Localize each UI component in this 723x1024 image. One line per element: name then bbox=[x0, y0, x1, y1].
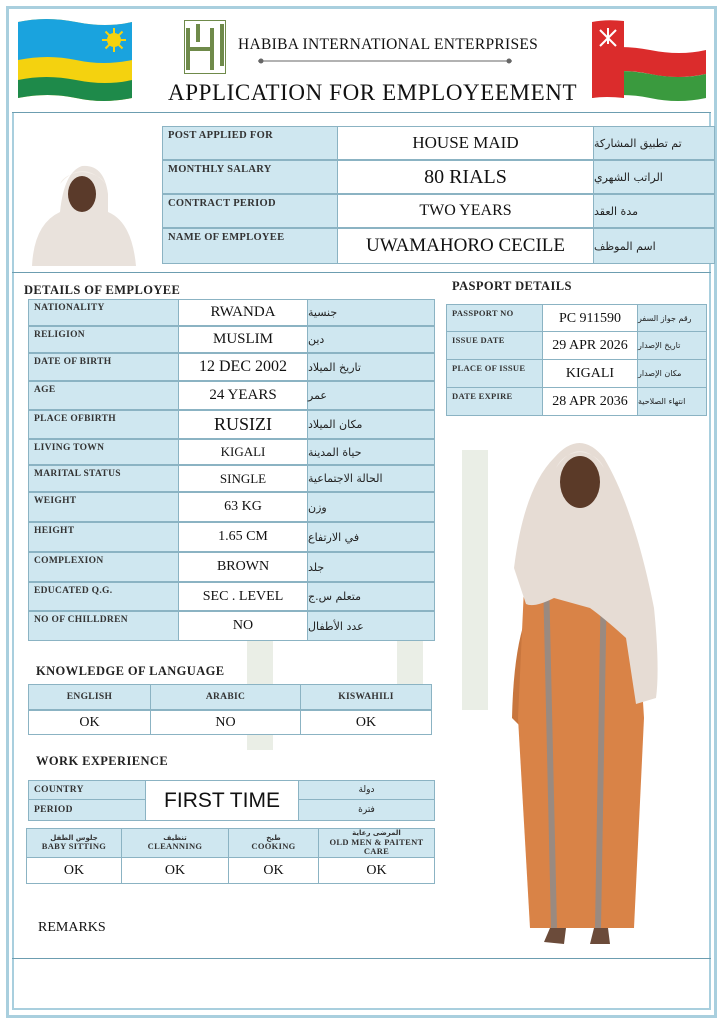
detail-label: NO OF CHILLDREN bbox=[28, 611, 179, 641]
detail-label: AGE bbox=[28, 381, 179, 410]
summary-arabic: مدة العقد bbox=[593, 194, 715, 228]
language-value: OK bbox=[28, 710, 151, 735]
detail-arabic: جنسية bbox=[307, 299, 435, 326]
summary-arabic: الراتب الشهري bbox=[593, 160, 715, 194]
skill-header bbox=[228, 828, 319, 858]
language-title: KNOWLEDGE OF LANGUAGE bbox=[36, 664, 225, 678]
language-value: OK bbox=[300, 710, 432, 735]
summary-value: 80 RIALS bbox=[337, 160, 594, 194]
passport-label: DATE EXPIRE bbox=[446, 387, 543, 416]
work-period-arabic: فترة bbox=[298, 799, 435, 821]
language-header: KISWAHILI bbox=[300, 684, 432, 710]
detail-arabic: حياة المدينة bbox=[307, 439, 435, 465]
passport-arabic: تاريخ الإصدار bbox=[637, 331, 707, 360]
passport-arabic: مكان الإصدار bbox=[637, 359, 707, 388]
passport-value: KIGALI bbox=[542, 359, 638, 388]
company-name: HABIBA INTERNATIONAL ENTERPRISES bbox=[238, 36, 539, 53]
detail-arabic: دين bbox=[307, 326, 435, 353]
employee-photo-full bbox=[494, 428, 666, 948]
summary-arabic: تم تطبيق المشاركة bbox=[593, 126, 715, 160]
work-country-arabic: دولة bbox=[298, 780, 435, 800]
detail-arabic: مكان الميلاد bbox=[307, 410, 435, 439]
summary-label: POST APPLIED FOR bbox=[162, 126, 338, 160]
passport-title: PASPORT DETAILS bbox=[452, 279, 572, 293]
detail-value: 63 KG bbox=[178, 492, 308, 522]
detail-value: SINGLE bbox=[178, 465, 308, 492]
skill-value: OK bbox=[26, 857, 122, 884]
company-underline bbox=[258, 58, 512, 64]
work-country-label: COUNTRY bbox=[28, 780, 146, 800]
detail-label: NATIONALITY bbox=[28, 299, 179, 326]
detail-arabic: متعلم س.ج bbox=[307, 582, 435, 611]
detail-value: 24 YEARS bbox=[178, 381, 308, 410]
page-title: APPLICATION FOR EMPLOYEEMENT bbox=[168, 80, 578, 105]
skill-value: OK bbox=[121, 857, 229, 884]
detail-value: 12 DEC 2002 bbox=[178, 353, 308, 381]
detail-arabic: عمر bbox=[307, 381, 435, 410]
skill-label: BABY SITTING bbox=[41, 841, 107, 852]
summary-divider bbox=[12, 272, 711, 273]
title-divider bbox=[12, 112, 711, 113]
summary-value: TWO YEARS bbox=[337, 194, 594, 228]
summary-label: MONTHLY SALARY bbox=[162, 160, 338, 194]
detail-label: EDUCATED Q.G. bbox=[28, 582, 179, 611]
skill-label: COOKING bbox=[251, 841, 296, 852]
detail-value: RWANDA bbox=[178, 299, 308, 326]
employee-portrait-small bbox=[24, 154, 142, 266]
passport-value: 29 APR 2026 bbox=[542, 331, 638, 360]
passport-value: PC 911590 bbox=[542, 304, 638, 333]
detail-label: COMPLEXION bbox=[28, 552, 179, 582]
detail-arabic: في الارتفاع bbox=[307, 522, 435, 552]
passport-arabic: انتهاء الصلاحية bbox=[637, 387, 707, 416]
skill-arabic: طبخ bbox=[266, 833, 281, 842]
detail-label: LIVING TOWN bbox=[28, 439, 179, 465]
skill-value: OK bbox=[318, 857, 435, 884]
remarks-divider bbox=[12, 958, 711, 959]
passport-label: ISSUE DATE bbox=[446, 331, 543, 360]
detail-value: RUSIZI bbox=[178, 410, 308, 439]
remarks-label: REMARKS bbox=[38, 920, 106, 935]
passport-label: PASSPORT NO bbox=[446, 304, 543, 333]
skill-value: OK bbox=[228, 857, 319, 884]
skill-label: OLD MEN & PAITENT CARE bbox=[329, 836, 424, 856]
details-title: DETAILS OF EMPLOYEE bbox=[24, 283, 181, 297]
detail-value: KIGALI bbox=[178, 439, 308, 465]
skill-header bbox=[121, 828, 229, 858]
detail-value: MUSLIM bbox=[178, 326, 308, 353]
detail-label: DATE OF BIRTH bbox=[28, 353, 179, 381]
detail-value: SEC . LEVEL bbox=[178, 582, 308, 611]
skill-label: CLEANNING bbox=[147, 841, 203, 852]
passport-value: 28 APR 2036 bbox=[542, 387, 638, 416]
skill-arabic: جلوس الطفل bbox=[50, 833, 98, 842]
passport-label: PLACE OF ISSUE bbox=[446, 359, 543, 388]
passport-arabic: رقم جواز السفر bbox=[637, 304, 707, 333]
skill-arabic: تنظيف bbox=[163, 833, 187, 842]
skill-header bbox=[26, 828, 122, 858]
detail-label: MARITAL STATUS bbox=[28, 465, 179, 492]
work-experience-value: FIRST TIME bbox=[145, 780, 299, 821]
work-period-label: PERIOD bbox=[28, 799, 146, 821]
summary-value: HOUSE MAID bbox=[337, 126, 594, 160]
skill-header bbox=[318, 828, 435, 858]
language-value: NO bbox=[150, 710, 301, 735]
detail-label: PLACE OFBIRTH bbox=[28, 410, 179, 439]
summary-label: CONTRACT PERIOD bbox=[162, 194, 338, 228]
detail-arabic: وزن bbox=[307, 492, 435, 522]
language-header: ENGLISH bbox=[28, 684, 151, 710]
detail-arabic: عدد الأطفال bbox=[307, 611, 435, 641]
detail-label: WEIGHT bbox=[28, 492, 179, 522]
detail-value: NO bbox=[178, 611, 308, 641]
detail-label: HEIGHT bbox=[28, 522, 179, 552]
oman-flag-icon bbox=[590, 16, 708, 104]
summary-value: UWAMAHORO CECILE bbox=[337, 228, 594, 264]
summary-arabic: اسم الموظف bbox=[593, 228, 715, 264]
work-title: WORK EXPERIENCE bbox=[36, 754, 169, 768]
skill-arabic: المرضى رعاية bbox=[352, 829, 401, 838]
detail-arabic: الحالة الاجتماعية bbox=[307, 465, 435, 492]
rwanda-flag-icon bbox=[16, 16, 134, 104]
detail-arabic: جلد bbox=[307, 552, 435, 582]
detail-arabic: تاريخ الميلاد bbox=[307, 353, 435, 381]
company-logo-icon bbox=[184, 20, 226, 74]
language-header: ARABIC bbox=[150, 684, 301, 710]
summary-label: NAME OF EMPLOYEE bbox=[162, 228, 338, 264]
detail-value: BROWN bbox=[178, 552, 308, 582]
detail-label: RELIGION bbox=[28, 326, 179, 353]
detail-value: 1.65 CM bbox=[178, 522, 308, 552]
